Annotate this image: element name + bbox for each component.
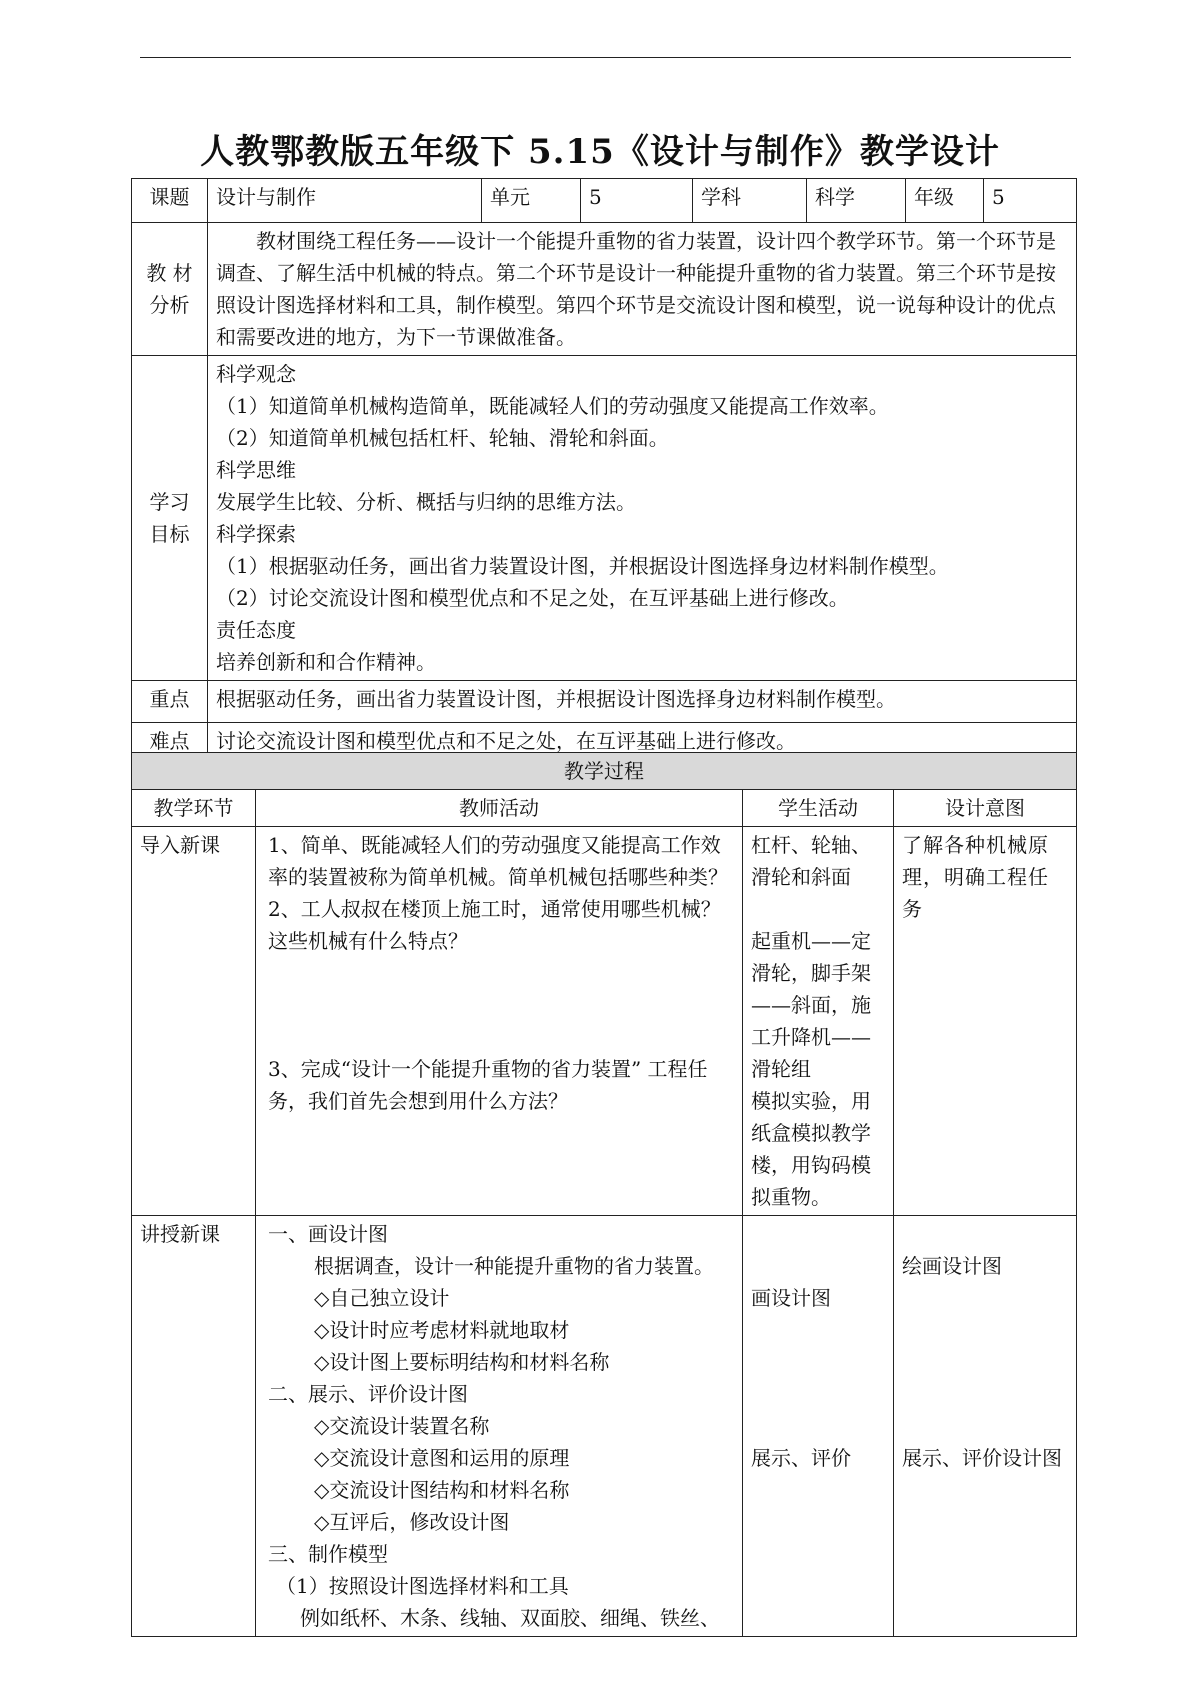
lesson-line: 例如纸杯、木条、线轴、双面胶、细绳、铁丝、 (300, 1606, 720, 1630)
spacer (268, 989, 734, 1021)
spacer (751, 1346, 885, 1378)
intent-text: 绘画设计图 (902, 1254, 1002, 1278)
student-answer: 起重机——定滑轮，脚手架——斜面，施工升降机——滑轮组 (751, 929, 871, 1081)
page-title: 人教鄂教版五年级下 5.15《设计与制作》教学设计 (200, 132, 1000, 172)
intro-intent: 了解各种机械原理，明确工程任务 (894, 827, 1077, 1216)
lesson-stage: 讲授新课 (132, 1216, 256, 1637)
objectives-text (208, 356, 1077, 681)
header-teacher: 教师活动 (256, 790, 743, 827)
subject-label: 学科 (693, 179, 807, 223)
header-intent: 设计意图 (894, 790, 1077, 827)
intro-student (743, 827, 894, 1216)
lesson-line: ◇交流设计装置名称 (314, 1414, 490, 1438)
spacer (751, 1314, 885, 1346)
lesson-intent (894, 1216, 1077, 1637)
teacher-question: 2、工人叔叔在楼顶上施工时，通常使用哪些机械？这些机械有什么特点？ (268, 897, 721, 953)
spacer (751, 1250, 885, 1282)
lesson-line: 三、制作模型 (268, 1542, 388, 1566)
spacer (751, 1378, 885, 1410)
student-activity: 画设计图 (751, 1286, 831, 1310)
lesson-row (132, 1216, 1077, 1637)
difficulty-label: 难点 (132, 723, 208, 765)
spacer (902, 1314, 1068, 1346)
objective-line: 责任态度 (216, 618, 296, 642)
lesson-teacher (256, 1216, 743, 1637)
lesson-line: ◇交流设计图结构和材料名称 (314, 1478, 570, 1502)
spacer (268, 1021, 734, 1053)
student-activity: 展示、评价 (751, 1446, 851, 1470)
difficulty-text: 讨论交流设计图和模型优点和不足之处，在互评基础上进行修改。 (208, 723, 1077, 765)
lesson-line: ◇交流设计意图和运用的原理 (314, 1446, 570, 1470)
lesson-line: ◇自己独立设计 (314, 1286, 450, 1310)
analysis-label-line1: 教 材 (146, 261, 193, 285)
objective-line: （1）知道简单机械构造简单，既能减轻人们的劳动强度又能提高工作效率。 (216, 394, 889, 418)
objectives-label-line1: 学习 (149, 490, 190, 514)
objective-line: 科学思维 (216, 458, 296, 482)
objective-line: （2）知道简单机械包括杠杆、轮轴、滑轮和斜面。 (216, 426, 669, 450)
spacer (268, 957, 734, 989)
objective-line: 科学探索 (216, 522, 296, 546)
spacer (751, 1218, 885, 1250)
unit-label: 单元 (482, 179, 581, 223)
student-answer: 杠杆、轮轴、滑轮和斜面 (751, 833, 871, 889)
process-section-title: 教学过程 (132, 753, 1077, 790)
lesson-line: ◇设计时应考虑材料就地取材 (314, 1318, 570, 1342)
topic-value: 设计与制作 (208, 179, 482, 223)
process-header-row (132, 790, 1077, 827)
objective-line: 科学观念 (216, 362, 296, 386)
objectives-label (132, 356, 208, 681)
objective-line: 发展学生比较、分析、概括与归纳的思维方法。 (216, 490, 636, 514)
lesson-student (743, 1216, 894, 1637)
objectives-row (132, 356, 1077, 681)
spacer (902, 1218, 1068, 1250)
subject-value: 科学 (807, 179, 906, 223)
intro-stage: 导入新课 (132, 827, 256, 1216)
process-section-row (132, 753, 1077, 790)
grade-value: 5 (984, 179, 1077, 223)
key-point-text: 根据驱动任务，画出省力装置设计图，并根据设计图选择身边材料制作模型。 (208, 681, 1077, 723)
topic-label: 课题 (132, 179, 208, 223)
lesson-line: 二、展示、评价设计图 (268, 1382, 468, 1406)
teaching-process-table (131, 752, 1077, 1637)
intro-teacher (256, 827, 743, 1216)
spacer (902, 1378, 1068, 1410)
teacher-question: 1、简单、既能减轻人们的劳动强度又能提高工作效率的装置被称为简单机械。简单机械包括哪些种类？ (268, 833, 728, 889)
lesson-line: ◇互评后，修改设计图 (314, 1510, 510, 1534)
key-point-label: 重点 (132, 681, 208, 723)
lesson-info-table (131, 178, 1077, 765)
spacer (751, 1410, 885, 1442)
student-answer: 模拟实验，用纸盒模拟教学楼，用钩码模拟重物。 (751, 1089, 871, 1209)
intro-row (132, 827, 1077, 1216)
objective-line: （2）讨论交流设计图和模型优点和不足之处，在互评基础上进行修改。 (216, 586, 849, 610)
analysis-text: 教材围绕工程任务——设计一个能提升重物的省力装置，设计四个教学环节。第一个环节是调查、了解生活中机械的特点。第二个环节是设计一种能提升重物的省力装置。第三个环节是按照设计图选择材料和工具，制作模型。第四个环节是交流设计图和模型，说一说每种设计的优点和需要改进的地方，为下一节课做准备。 (208, 223, 1077, 356)
intent-text: 展示、评价设计图 (902, 1446, 1062, 1470)
header-student: 学生活动 (743, 790, 894, 827)
teacher-question: 3、完成“设计一个能提升重物的省力装置” 工程任务，我们首先会想到用什么方法？ (268, 1057, 708, 1113)
header-stage: 教学环节 (132, 790, 256, 827)
objective-line: （1）根据驱动任务，画出省力装置设计图，并根据设计图选择身边材料制作模型。 (216, 554, 949, 578)
objective-line: 培养创新和和合作精神。 (216, 650, 436, 674)
spacer (902, 1346, 1068, 1378)
objectives-label-line2: 目标 (149, 522, 190, 546)
grade-label: 年级 (906, 179, 984, 223)
info-row (132, 179, 1077, 223)
key-point-row (132, 681, 1077, 723)
lesson-line: 一、画设计图 (268, 1222, 388, 1246)
spacer (751, 893, 885, 925)
analysis-label (132, 223, 208, 356)
lesson-line: （1）按照设计图选择材料和工具 (276, 1574, 569, 1598)
unit-value: 5 (581, 179, 693, 223)
analysis-row (132, 223, 1077, 356)
lesson-line: 根据调查，设计一种能提升重物的省力装置。 (314, 1254, 714, 1278)
lesson-line: ◇设计图上要标明结构和材料名称 (314, 1350, 610, 1374)
analysis-label-line2: 分析 (149, 293, 190, 317)
spacer (902, 1282, 1068, 1314)
spacer (902, 1410, 1068, 1442)
header-rule (140, 57, 1071, 58)
